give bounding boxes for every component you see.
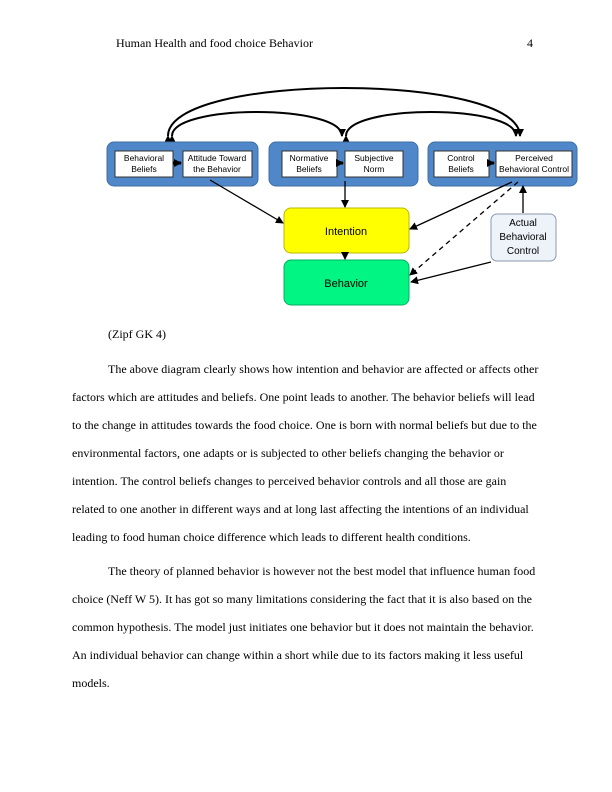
curved-arrow-outer	[168, 88, 520, 136]
behavioral-beliefs-line2: Beliefs	[131, 164, 157, 174]
control-beliefs-line2: Beliefs	[448, 164, 474, 174]
text-line: to the change in attitudes towards the food choice. One is born with normal beliefs but due to the	[72, 418, 537, 432]
curved-arrow-left	[172, 112, 342, 136]
page-number: 4	[527, 36, 533, 50]
text-line: intention. The control beliefs changes to perceived behavior controls and all those are gain	[72, 474, 507, 488]
normative-beliefs-line2: Beliefs	[296, 164, 322, 174]
normative-beliefs-line1: Normative	[289, 153, 329, 163]
intention-label: Intention	[324, 226, 368, 238]
control-beliefs-line1: Control	[447, 153, 475, 163]
attitude-line1: Attitude Toward	[187, 153, 247, 163]
subjective-norm-line2: Norm	[363, 164, 385, 174]
subjective-norm-line1: Subjective	[354, 153, 394, 163]
perceived-control-line1: Perceived	[515, 153, 553, 163]
curved-arrow-right	[346, 112, 516, 136]
behavioral-beliefs-line1: Behavioral	[123, 153, 165, 163]
text-line: choice (Neff W 5). It has got so many limitations considering the fact that it is also based on the	[72, 592, 532, 606]
actual-control-line3: Control	[506, 246, 540, 257]
text-line: related to one another in different ways and at long last affecting the intentions of an individual	[72, 502, 529, 516]
perceived-control-line2: Behavioral Control	[499, 164, 569, 174]
running-header-title: Human Health and food choice Behavior	[116, 36, 313, 50]
attitude-line2: the Behavior	[193, 164, 241, 174]
figure-citation: (Zipf GK 4)	[108, 327, 166, 341]
text-line: factors which are attitudes and beliefs. One point leads to another. The behavior beliefs will lead	[72, 390, 535, 404]
arrow-actual-to-behavior	[411, 262, 491, 282]
behavior-label: Behavior	[324, 278, 368, 290]
text-line: leading to food human choice difference which leads to different health conditions.	[72, 530, 471, 544]
text-line: common hypothesis. The model just initiates one behavior but it does not maintain the behavior.	[72, 620, 534, 634]
text-line: An individual behavior can change within a short while due to its factors making it less useful	[72, 648, 524, 662]
actual-control-line2: Behavioral	[499, 232, 547, 243]
text-line: The theory of planned behavior is however not the best model that influence human food	[108, 564, 536, 578]
actual-control-line1: Actual	[509, 218, 537, 229]
theory-of-planned-behavior-diagram	[0, 0, 612, 320]
text-line: environmental factors, one adapts or is subjected to other beliefs changing the behavior or	[72, 446, 504, 460]
text-line: models.	[72, 676, 110, 690]
text-line: The above diagram clearly shows how intention and behavior are affected or affects other	[108, 362, 539, 376]
